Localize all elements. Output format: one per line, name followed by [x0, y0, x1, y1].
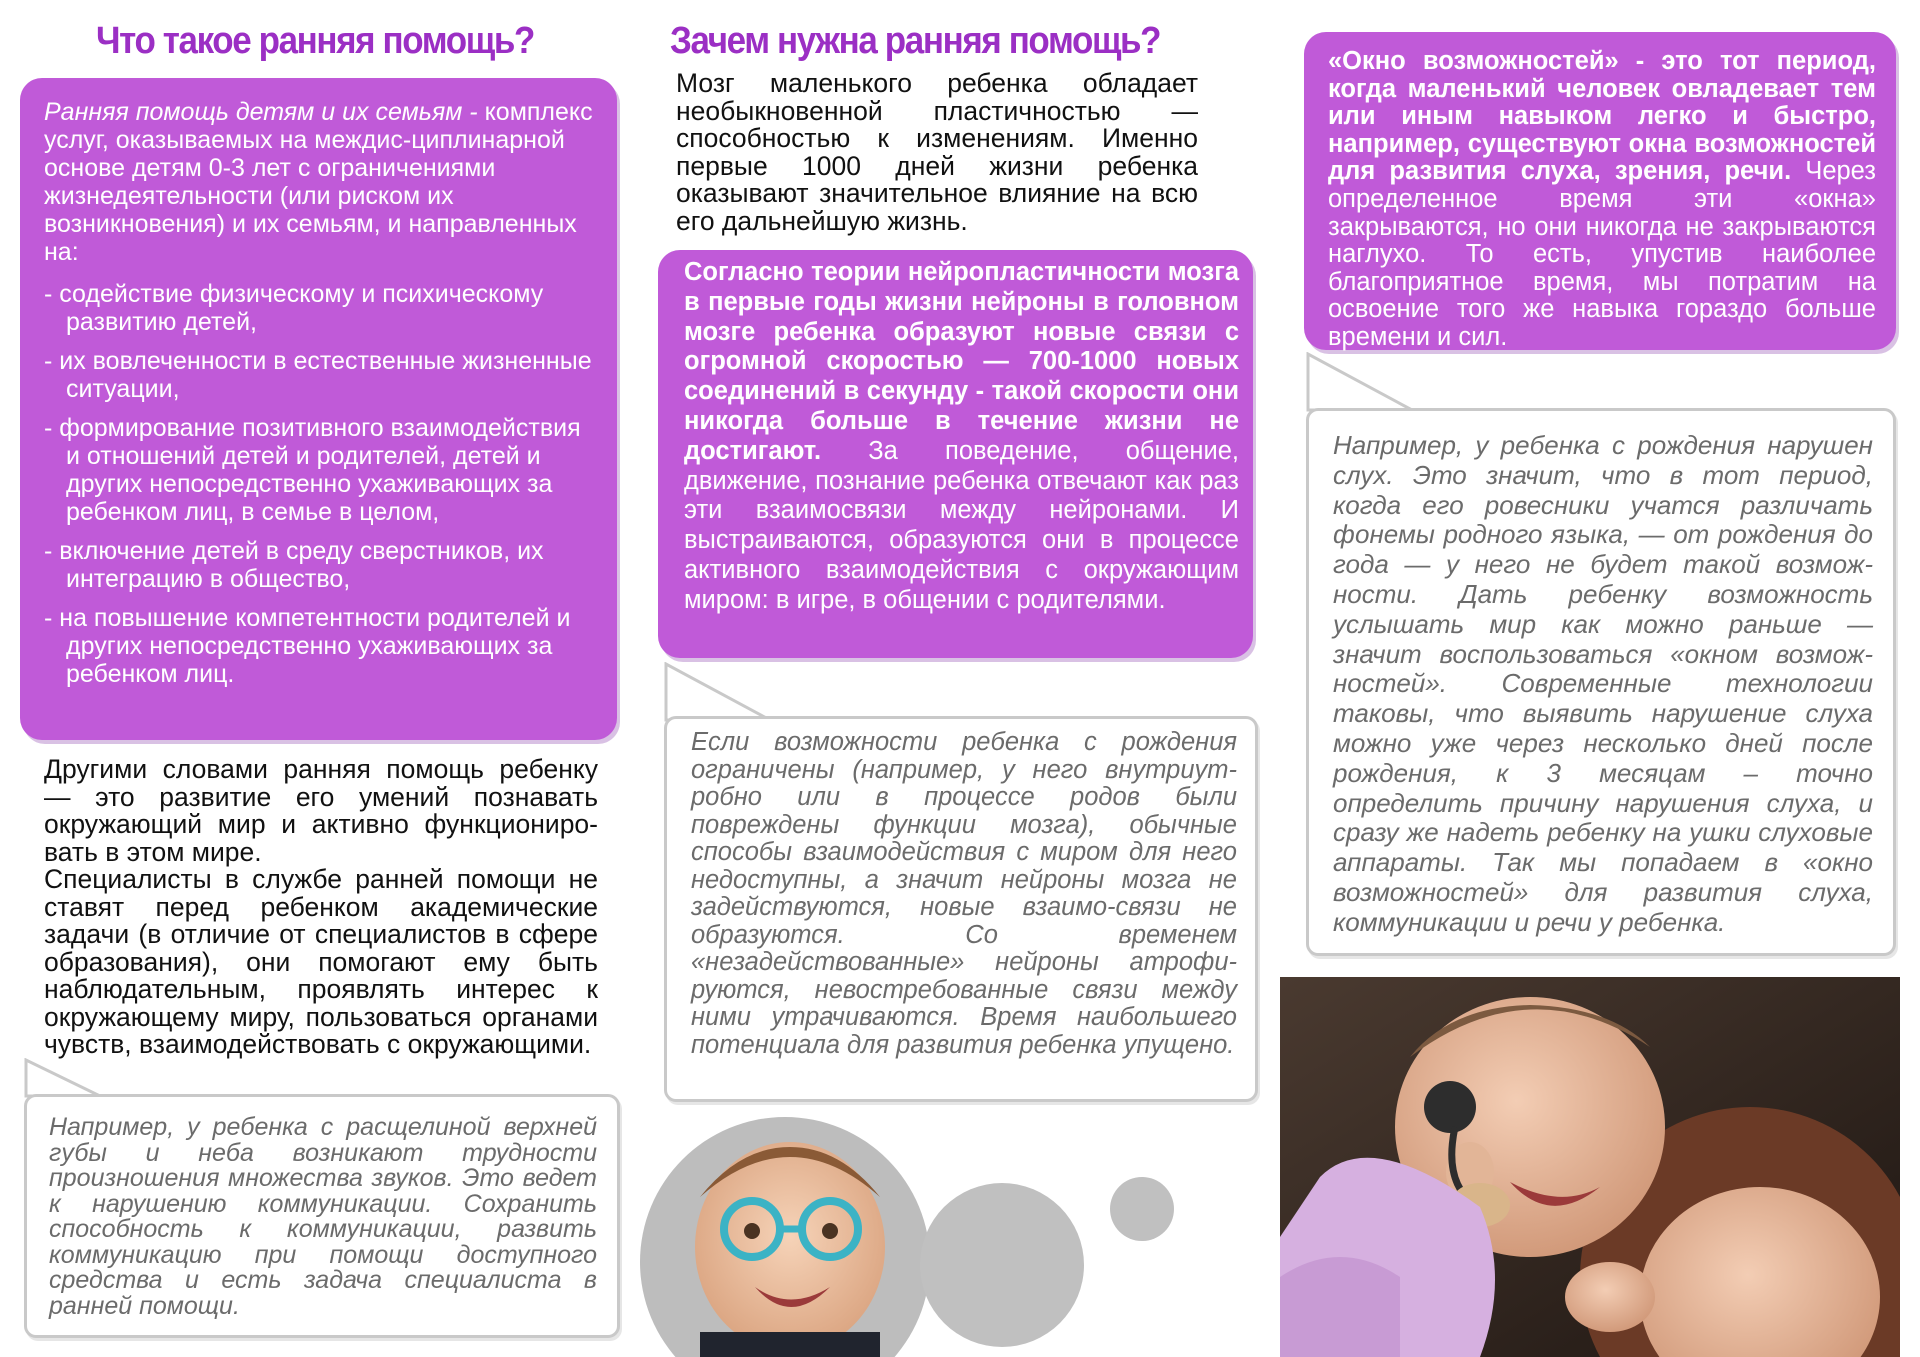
example-text-limited: Если возможности ребенка с рождения ограничены (например, у него внутриут-робно или в процессе родов были повреждены функции мозга), обычные способы взаимодействия с миром для него недоступны, а значит нейроны мозга не задействуются, новые взаимо-связи не образуются. Со временем «незадействованные» нейроны атрофи-руются, невостребованные связи между ними утрачиваются. Время наибольшего потенциала для развития ребенка упущено. — [691, 728, 1237, 1059]
example-text-cleft-lip: Например, у ребенка с расщелиной верхней губы и неба возникают трудности произношения множества звуков. Это ведет к нарушению коммуникации. Сохранить способность к коммуникации, развить коммуникацию при помощи доступного средства и есть задача специалиста в ранней помощи. — [49, 1113, 597, 1320]
bubble-tail-2 — [664, 662, 774, 722]
list-item: - на повышение компетентности родителей и других непосредственно ухаживающих за ребенком лиц. — [44, 604, 571, 688]
heading-why-early-help: Зачем нужна ранняя помощь? — [670, 20, 1161, 62]
other-words-p1: Другими словами ранняя помощь ребенку — это развитие его умений познавать окружающий мир и активно функциониро-вать в этом мире. — [44, 754, 598, 867]
window-bold: «Окно возможностей» - это тот период, когда маленький человек овладевает тем или иным навыком легко и быстро, например, существуют окна возможностей для развития слуха, зрения, речи. — [1328, 47, 1876, 186]
mother-and-baby-photo — [1280, 977, 1900, 1357]
list-item: - формирование позитивного взаимодействия и отношений детей и родителей, детей и других непосредственно ухаживающих за ребенком лиц, в семье в целом, — [44, 414, 581, 526]
neuroplasticity-text — [684, 258, 1239, 616]
other-words-text — [44, 756, 598, 1059]
list-item: - их вовлеченности в естественные жизненные ситуации, — [44, 347, 592, 403]
definition-intro: Ранняя помощь детям и их семьям - — [44, 98, 478, 126]
definition-rest: комплекс услуг, оказываемых на междис-циплинарной основе детям 0-3 лет с ограничениями жизнедеятельности (или риском их возникновения) и их семьям, и направленных на: — [44, 98, 593, 266]
neuroplasticity-box — [658, 250, 1253, 658]
window-regular: Через определенное время эти «окна» закрываются, но они никогда не закрываются наглухо. То есть, упустив наиболее благоприятное время, мы потратим на освоение того же навыка гораздо больше времени и сил. — [1328, 157, 1876, 351]
baby-with-glasses-photo — [640, 1117, 1240, 1357]
heading-what-is-early-help: Что такое ранняя помощь? — [96, 20, 534, 62]
bubble-tail-3 — [1306, 352, 1416, 412]
example-bubble-hearing — [1306, 408, 1896, 956]
example-text-hearing: Например, у ребенка с рождения нарушен слух. Это значит, что в тот период, когда его ровесники учатся различать фонемы родного языка, — от рождения до года — у него не будет такой возмож-ности. Дать ребенку возможность услышать мир как можно раньше — значит воспользоваться «окном возмож-ностей». Современные технологии таковы, что выявить нарушение слуха можно уже через несколько дней после рождения, к 3 месяцам – точно определить причину нарушения слуха, и сразу же надеть ребенку на ушки слуховые аппараты. Так мы попадаем в «окно возможностей» для развития слуха, коммуникации и речи у ребенка. — [1333, 430, 1873, 937]
brain-plasticity-text — [676, 70, 1198, 236]
window-text — [1328, 48, 1876, 352]
example-bubble-cleft-lip — [24, 1094, 620, 1338]
list-item: - содействие физическому и психическому развитию детей, — [44, 280, 544, 336]
definition-text — [44, 98, 599, 266]
definition-box — [20, 78, 617, 740]
brain-plasticity-p: Мозг маленького ребенка обладает необыкновенной пластичностью — способностью к изменениям. Именно первые 1000 дней жизни ребенка оказывают значительное влияние на всю его дальнейшую жизнь. — [676, 68, 1198, 236]
goals-list — [44, 280, 599, 688]
list-item: - включение детей в среду сверстников, их интеграцию в общество, — [44, 537, 544, 593]
neuroplasticity-regular: За поведение, общение, движение, познание ребенка отвечают как раз эти взаимосвязи между нейронами. И выстраиваются, образуются они в процессе активного взаимодействия с окружающим миром: в игре, в общении с родителями. — [684, 436, 1239, 614]
neuroplasticity-bold: Согласно теории нейропластичности мозга в первые годы жизни нейроны в головном мозге ребенка образуют новые связи с огромной скоростью — 700-1000 новых соединений в секунду - такой скорости они никогда больше в течение жизни не достигают. — [684, 258, 1239, 465]
window-of-opportunity-box — [1304, 32, 1896, 350]
other-words-p2: Специалисты в службе ранней помощи не ставят перед ребенком академические задачи (в отличие от специалистов в сфере образования), они помогают ему быть наблюдательным, проявлять интерес к окружающему миру, пользоваться органами чувств, взаимодействовать с окружающими. — [44, 864, 598, 1059]
example-bubble-limited — [664, 716, 1258, 1102]
bubble-tail-1 — [24, 1058, 104, 1098]
